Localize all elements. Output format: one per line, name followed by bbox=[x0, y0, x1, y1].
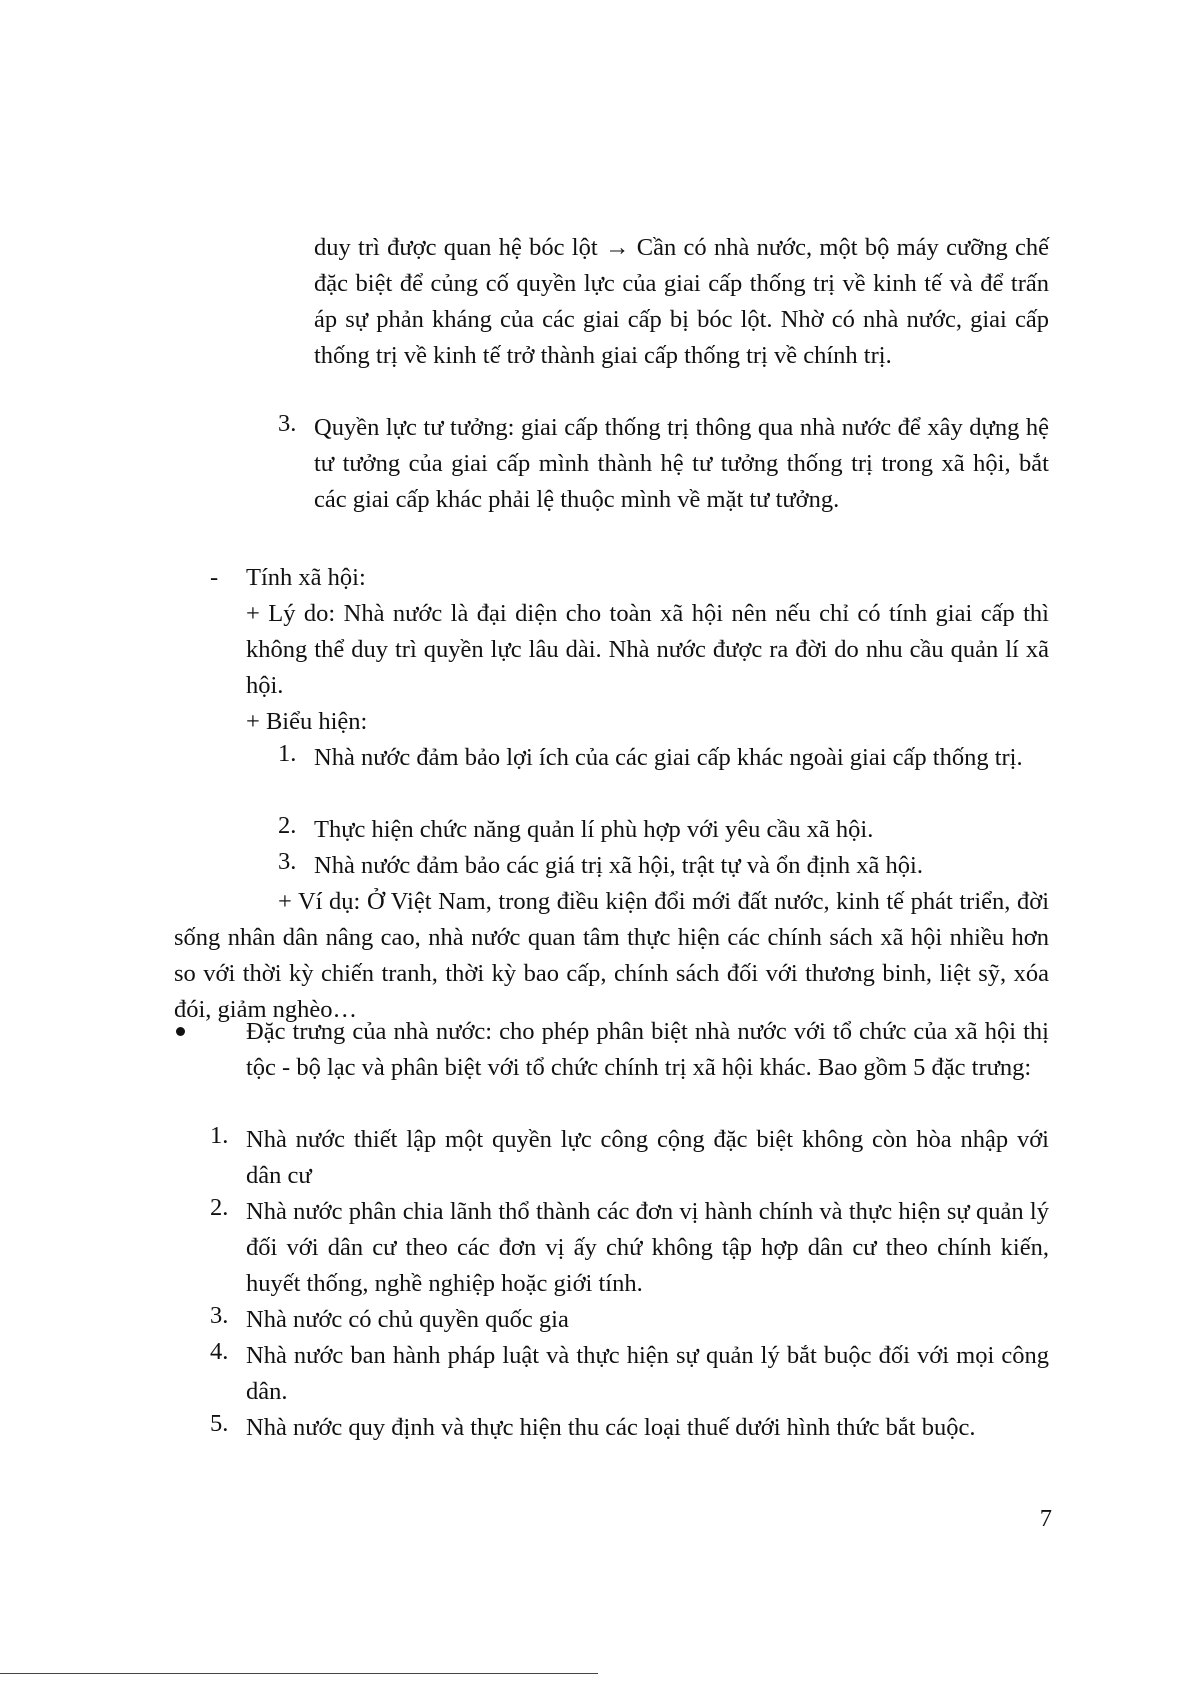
manifest-item-1 bbox=[278, 740, 1049, 776]
list-item-text: Nhà nước quy định và thực hiện thu các loại thuế dưới hình thức bắt buộc. bbox=[246, 1414, 976, 1441]
class-list-item-3 bbox=[278, 410, 1049, 518]
page-number: 7 bbox=[1039, 1505, 1052, 1532]
list-item-text: Nhà nước thiết lập một quyền lực công cộng đặc biệt không còn hòa nhập với dân cư bbox=[246, 1126, 1049, 1189]
list-number: 3. bbox=[278, 848, 297, 875]
manifest-item-2 bbox=[278, 812, 1049, 848]
bullet-icon bbox=[176, 1027, 185, 1036]
bottom-divider bbox=[0, 1673, 598, 1674]
list-number: 3. bbox=[278, 410, 297, 437]
feature-item-2 bbox=[210, 1194, 1049, 1302]
continuation-paragraph: duy trì được quan hệ bóc lột → Cần có nhà nước, một bộ máy cưỡng chế đặc biệt để củng cố quyền lực của giai cấp thống trị về kinh tế và để trấn áp sự phản kháng của các giai cấp bị bóc lột. Nhờ có nhà nước, giai cấp thống trị về kinh tế trở thành giai cấp thống trị về chính trị. bbox=[314, 234, 1049, 369]
example-paragraph: + Ví dụ: Ở Việt Nam, trong điều kiện đổi mới đất nước, kinh tế phát triển, đời sống nhân dân nâng cao, nhà nước quan tâm thực hiện các chính sách xã hội nhiều hơn so với thời kỳ chiến tranh, thời kỳ bao cấp, chính sách đối với thương binh, liệt sỹ, xóa đói, giảm nghèo… bbox=[174, 888, 1049, 1023]
list-item-text: Nhà nước đảm bảo lợi ích của các giai cấp khác ngoài giai cấp thống trị. bbox=[314, 744, 1023, 771]
feature-item-5 bbox=[210, 1410, 1049, 1446]
dash-marker: - bbox=[210, 564, 219, 591]
list-number: 4. bbox=[210, 1338, 229, 1365]
list-number: 2. bbox=[210, 1194, 229, 1221]
list-item-text: Nhà nước đảm bảo các giá trị xã hội, trật tự và ổn định xã hội. bbox=[314, 852, 923, 879]
social-heading: Tính xã hội: bbox=[246, 564, 366, 591]
social-reason: + Lý do: Nhà nước là đại diện cho toàn xã hội nên nếu chỉ có tính giai cấp thì không thể duy trì quyền lực lâu dài. Nhà nước được ra đời do nhu cầu quản lí xã hội. bbox=[246, 600, 1049, 699]
list-number: 1. bbox=[210, 1122, 229, 1149]
manifest-item-3 bbox=[278, 848, 1049, 884]
list-item-text: Nhà nước có chủ quyền quốc gia bbox=[246, 1306, 569, 1333]
list-number: 1. bbox=[278, 740, 297, 767]
list-number: 2. bbox=[278, 812, 297, 839]
list-item-text: Nhà nước ban hành pháp luật và thực hiện sự quản lý bắt buộc đối với mọi công dân. bbox=[246, 1342, 1049, 1405]
feature-item-1 bbox=[210, 1122, 1049, 1194]
feature-item-4 bbox=[210, 1338, 1049, 1410]
features-intro: Đặc trưng của nhà nước: cho phép phân biệt nhà nước với tổ chức của xã hội thị tộc - bộ lạc và phân biệt với tổ chức chính trị xã hội khác. Bao gồm 5 đặc trưng: bbox=[246, 1018, 1049, 1081]
manifest-heading: + Biểu hiện: bbox=[246, 708, 368, 735]
list-number: 5. bbox=[210, 1410, 229, 1437]
list-item-text: Quyền lực tư tưởng: giai cấp thống trị thông qua nhà nước để xây dựng hệ tư tưởng của giai cấp mình thành hệ tư tưởng thống trị trong xã hội, bắt các giai cấp khác phải lệ thuộc mình về mặt tư tưởng. bbox=[314, 414, 1049, 513]
list-item-text: Nhà nước phân chia lãnh thổ thành các đơn vị hành chính và thực hiện sự quản lý đối với dân cư theo các đơn vị ấy chứ không tập hợp dân cư theo chính kiến, huyết thống, nghề nghiệp hoặc giới tính. bbox=[246, 1198, 1049, 1297]
list-item-text: Thực hiện chức năng quản lí phù hợp với yêu cầu xã hội. bbox=[314, 816, 874, 843]
list-number: 3. bbox=[210, 1302, 229, 1329]
feature-item-3 bbox=[210, 1302, 1049, 1338]
